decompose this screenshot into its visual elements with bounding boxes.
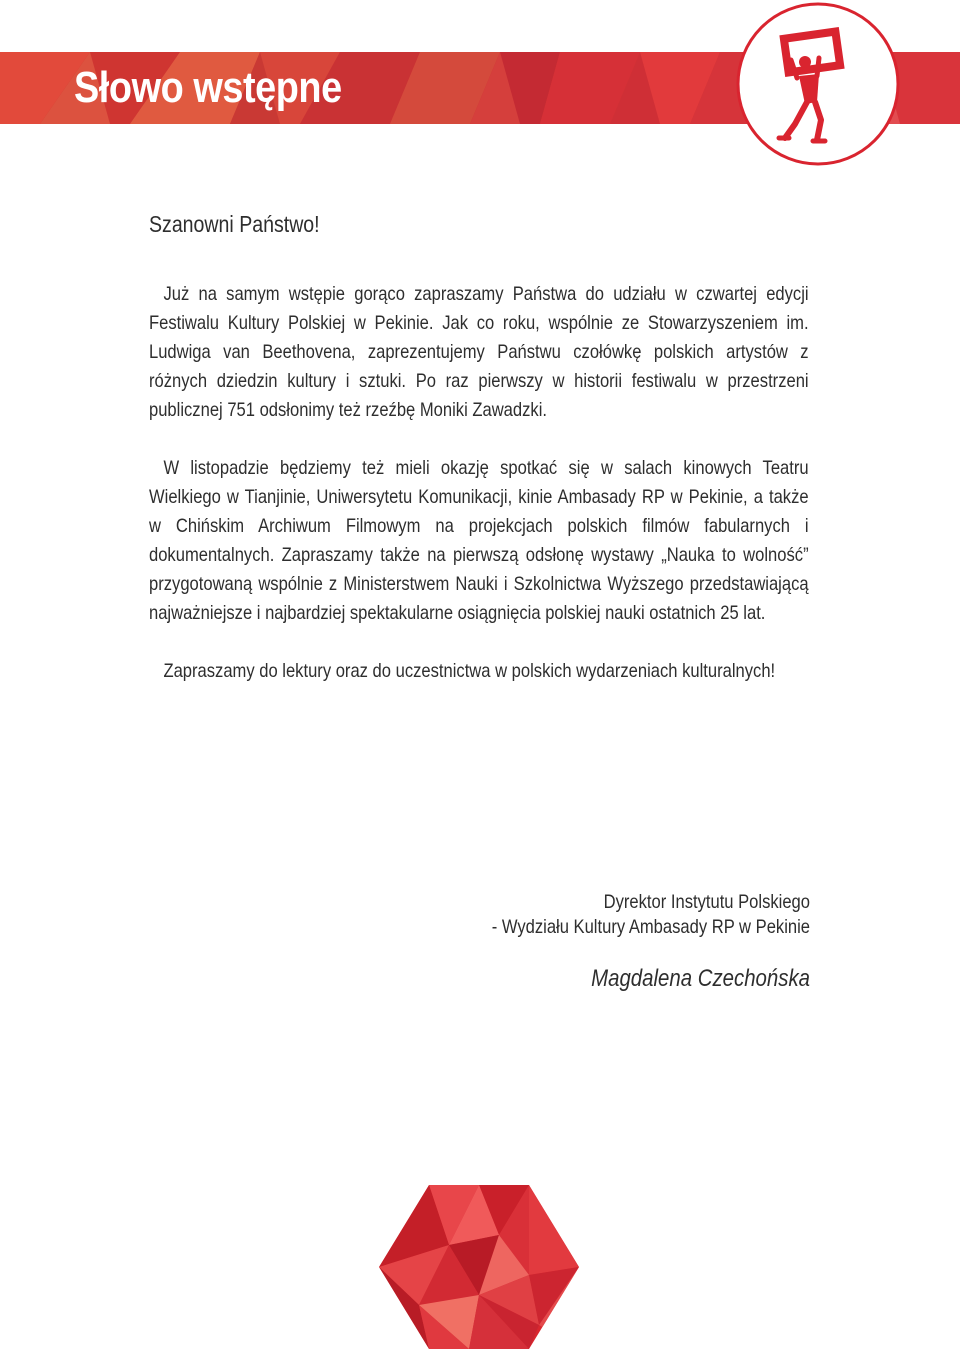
hexagon-polygon-graphic bbox=[379, 1185, 579, 1349]
signature-title: Dyrektor Instytutu Polskiego bbox=[603, 891, 810, 913]
letter-body bbox=[149, 206, 809, 715]
institute-logo bbox=[733, 0, 903, 168]
signature-department: - Wydziału Kultury Ambasady RP w Pekinie bbox=[491, 916, 810, 938]
salutation: Szanowni Państwo! bbox=[149, 211, 320, 237]
paragraph-invitation: Zapraszamy do lektury oraz do uczestnictwa w polskich wydarzeniach kulturalnych! bbox=[163, 660, 776, 682]
signature-block bbox=[380, 890, 810, 994]
signature-name: Magdalena Czechońska bbox=[591, 965, 810, 992]
paragraph-intro: Już na samym wstępie gorąco zapraszamy Państwa do udziału w czwartej edycji Festiwalu Kultury Polskiej w Pekinie. Jak co roku, wspólnie ze Stowarzyszeniem im. Ludwiga van Beethovena, zaprezentujemy Państwu czołówkę polskich artystów z różnych dziedzin kultury i sztuki. Po raz pierwszy w historii festiwalu w przestrzeni publicznej 751 odsłonimy też rzeźbę Moniki Zawadzki. bbox=[149, 283, 809, 421]
paragraph-events: W listopadzie będziemy też mieli okazję spotkać się w salach kinowych Teatru Wielkiego w Tianjinie, Uniwersytetu Komunikacji, kinie Ambasady RP w Pekinie, a także w Chińskim Archiwum Filmowym na projekcjach polskich filmów fabularnych i dokumentalnych. Zapraszamy także na pierwszą odsłonę wystawy „Nauka to wolność” przygotowaną wspólnie z Ministerstwem Nauki i Szkolnictwa Wyższego przedstawiającą najważniejsze i najbardziej spektakularne osiągnięcia polskiej nauki ostatnich 25 lat. bbox=[149, 457, 809, 624]
person-carrying-frame-icon bbox=[733, 0, 903, 168]
page-title: Słowo wstępne bbox=[74, 63, 342, 112]
decorative-hexagon bbox=[379, 1185, 579, 1349]
